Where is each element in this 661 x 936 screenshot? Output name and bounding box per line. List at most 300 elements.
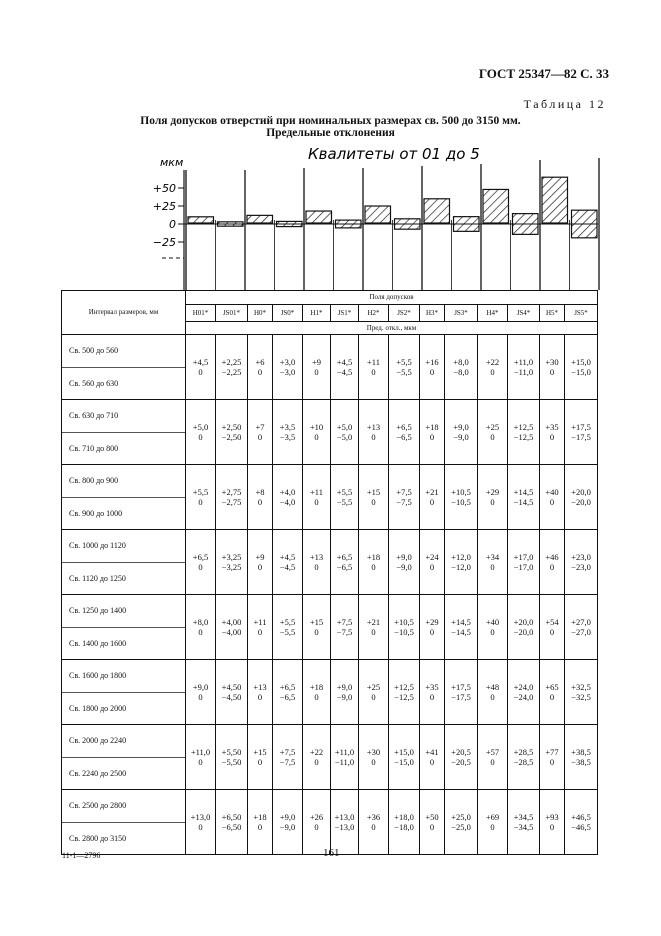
lower-deviation: 0 — [549, 367, 555, 377]
lower-deviation: −6,50 — [221, 822, 242, 832]
lower-deviation: −9,0 — [396, 562, 412, 572]
interval-label: Св. 2800 до 3150 — [69, 833, 127, 843]
deviation-cell — [478, 530, 508, 595]
upper-deviation: +18 — [309, 682, 324, 692]
deviation-cell — [445, 725, 478, 790]
units-header: Пред. откл., мкм — [186, 322, 598, 335]
upper-deviation: +18,0 — [394, 812, 414, 822]
lower-deviation: 0 — [198, 432, 203, 442]
deviation-cell — [540, 660, 565, 725]
deviation-cell — [565, 790, 598, 855]
lower-deviation: 0 — [314, 822, 319, 832]
column-header: H1* — [303, 305, 331, 322]
column-header: H0* — [248, 305, 273, 322]
deviation-cell — [303, 660, 331, 725]
tolerance-table — [61, 290, 598, 855]
lower-deviation: −17,0 — [513, 562, 534, 572]
deviation-cell — [389, 790, 420, 855]
upper-deviation: +5,5 — [279, 617, 296, 627]
deviation-cell — [216, 595, 248, 660]
upper-deviation: +9,0 — [336, 682, 353, 692]
upper-deviation: +32,5 — [571, 682, 591, 692]
upper-deviation: +15 — [366, 487, 381, 497]
deviation-cell — [420, 335, 445, 400]
deviation-cell — [303, 790, 331, 855]
column-header: H5* — [540, 305, 565, 322]
table-subtitle: Предельные отклонения — [266, 127, 395, 139]
tolerance-bar-js — [454, 217, 480, 232]
upper-deviation: +93 — [545, 812, 559, 822]
deviation-cell — [478, 400, 508, 465]
deviation-cell — [303, 530, 331, 595]
lower-deviation: 0 — [371, 757, 376, 767]
upper-deviation: +30 — [366, 747, 381, 757]
interval-label: Св. 2500 до 2800 — [62, 790, 185, 823]
deviation-cell — [445, 400, 478, 465]
deviation-cell — [359, 790, 389, 855]
lower-deviation: −15,0 — [571, 367, 591, 377]
deviation-cell — [508, 660, 540, 725]
deviation-cell — [565, 465, 598, 530]
upper-deviation: +14,5 — [451, 617, 471, 627]
lower-deviation: 0 — [490, 627, 495, 637]
tolerance-bar-js — [395, 219, 421, 229]
lower-deviation: 0 — [198, 562, 203, 572]
interval-label: Св. 500 до 560 — [62, 335, 185, 368]
lower-deviation: 0 — [371, 822, 376, 832]
deviation-cell — [540, 725, 565, 790]
lower-deviation: 0 — [371, 367, 376, 377]
interval-label: Св. 630 до 710 — [62, 400, 185, 433]
interval-label: Св. 2240 до 2500 — [69, 768, 127, 778]
deviation-cell — [478, 335, 508, 400]
upper-deviation: +46,5 — [571, 812, 591, 822]
upper-deviation: +54 — [545, 617, 559, 627]
upper-deviation: +15 — [309, 617, 324, 627]
lower-deviation: −4,5 — [279, 562, 296, 572]
lower-deviation: 0 — [490, 562, 495, 572]
deviation-cell — [565, 725, 598, 790]
deviation-cell — [216, 465, 248, 530]
interval-cell — [62, 465, 186, 530]
tolerance-bar-h — [247, 215, 273, 223]
footer-code: 11-1—2796 — [62, 851, 101, 860]
upper-deviation: +9,0 — [279, 812, 296, 822]
upper-deviation: +40 — [485, 617, 500, 627]
upper-deviation: +10,5 — [394, 617, 414, 627]
lower-deviation: −46,5 — [571, 822, 591, 832]
deviation-cell — [565, 595, 598, 660]
upper-deviation: +24 — [425, 552, 439, 562]
upper-deviation: +34 — [485, 552, 500, 562]
upper-deviation: +11,0 — [190, 747, 211, 757]
deviation-cell — [540, 400, 565, 465]
lower-deviation: −15,0 — [394, 757, 414, 767]
deviation-cell — [540, 465, 565, 530]
column-header: H01* — [186, 305, 216, 322]
upper-deviation: +13,0 — [334, 812, 355, 822]
deviation-cell — [248, 725, 273, 790]
column-header: H4* — [478, 305, 508, 322]
lower-deviation: −4,50 — [221, 692, 242, 702]
deviation-cell — [359, 660, 389, 725]
deviation-cell — [359, 335, 389, 400]
lower-deviation: −17,5 — [451, 692, 471, 702]
upper-deviation: +13,0 — [190, 812, 211, 822]
upper-deviation: +20,5 — [451, 747, 471, 757]
table-row — [62, 400, 598, 465]
lower-deviation: −10,5 — [451, 497, 471, 507]
deviation-cell — [420, 465, 445, 530]
deviation-cell — [216, 790, 248, 855]
deviation-cell — [273, 465, 303, 530]
deviation-cell — [478, 660, 508, 725]
interval-cell — [62, 335, 186, 400]
upper-deviation: +18 — [253, 812, 267, 822]
deviation-cell — [273, 725, 303, 790]
upper-deviation: +25,0 — [451, 812, 471, 822]
deviation-cell — [478, 790, 508, 855]
y-tick-label: +25 — [152, 200, 176, 213]
upper-deviation: +26 — [309, 812, 324, 822]
deviation-cell — [359, 400, 389, 465]
lower-deviation: −12,5 — [513, 432, 534, 442]
lower-deviation: −32,5 — [571, 692, 591, 702]
lower-deviation: 0 — [490, 367, 495, 377]
document-header: ГОСТ 25347—82 С. 33 — [478, 66, 609, 81]
deviation-cell — [331, 790, 359, 855]
upper-deviation: +6,50 — [221, 812, 242, 822]
upper-deviation: +15,0 — [394, 747, 414, 757]
table-row — [62, 595, 598, 660]
upper-deviation: +8,0 — [453, 357, 469, 367]
deviation-cell — [303, 335, 331, 400]
deviation-cell — [565, 530, 598, 595]
upper-deviation: +2,75 — [221, 487, 242, 497]
upper-deviation: +77 — [545, 747, 559, 757]
lower-deviation: 0 — [549, 562, 555, 572]
table-title: Поля допусков отверстий при номинальных размерах св. 500 до 3150 мм. — [140, 115, 521, 127]
lower-deviation: −5,5 — [279, 627, 296, 637]
deviation-cell — [331, 725, 359, 790]
deviation-cell — [389, 465, 420, 530]
lower-deviation: 0 — [198, 627, 203, 637]
upper-deviation: +22 — [485, 357, 500, 367]
lower-deviation: 0 — [429, 432, 435, 442]
deviation-cell — [248, 530, 273, 595]
column-header: JS01* — [216, 305, 248, 322]
table-row — [62, 335, 598, 400]
lower-deviation: 0 — [490, 497, 495, 507]
chart-unit: мкм — [160, 156, 184, 169]
deviation-cell — [248, 595, 273, 660]
deviation-cell — [445, 660, 478, 725]
upper-deviation: +4,50 — [221, 682, 242, 692]
deviation-cell — [540, 530, 565, 595]
lower-deviation: −7,5 — [396, 497, 412, 507]
deviation-cell — [359, 465, 389, 530]
lower-deviation: 0 — [257, 627, 263, 637]
upper-deviation: +5,5 — [396, 357, 412, 367]
deviation-cell — [359, 530, 389, 595]
deviation-cell — [420, 790, 445, 855]
deviation-cell — [445, 530, 478, 595]
deviation-cell — [331, 400, 359, 465]
lower-deviation: −12,0 — [451, 562, 471, 572]
lower-deviation: −20,0 — [513, 627, 534, 637]
lower-deviation: −34,5 — [513, 822, 534, 832]
deviation-cell — [273, 400, 303, 465]
lower-deviation: −8,0 — [453, 367, 469, 377]
lower-deviation: −12,5 — [394, 692, 414, 702]
lower-deviation: −14,5 — [513, 497, 534, 507]
upper-deviation: +6,5 — [192, 552, 209, 562]
tolerance-bar-js — [513, 214, 539, 235]
deviation-cell — [186, 465, 216, 530]
table-row — [62, 725, 598, 790]
upper-deviation: +3,25 — [221, 552, 242, 562]
lower-deviation: 0 — [257, 432, 263, 442]
upper-deviation: +8,0 — [192, 617, 209, 627]
deviation-cell — [331, 660, 359, 725]
upper-deviation: +13 — [253, 682, 267, 692]
tolerance-bar-h — [483, 189, 509, 223]
upper-deviation: +6,5 — [336, 552, 353, 562]
tolerance-bar-h — [306, 211, 332, 223]
lower-deviation: 0 — [549, 627, 555, 637]
column-header: JS3* — [445, 305, 478, 322]
upper-deviation: +11 — [367, 357, 380, 367]
lower-deviation: 0 — [549, 822, 555, 832]
upper-deviation: +41 — [425, 747, 439, 757]
upper-deviation: +16 — [425, 357, 439, 367]
lower-deviation: −9,0 — [279, 822, 296, 832]
deviation-cell — [248, 335, 273, 400]
lower-deviation: 0 — [314, 627, 319, 637]
deviation-cell — [445, 465, 478, 530]
column-header: JS0* — [273, 305, 303, 322]
deviation-cell — [273, 790, 303, 855]
interval-cell — [62, 725, 186, 790]
deviation-cell — [389, 725, 420, 790]
upper-deviation: +13 — [366, 422, 381, 432]
upper-deviation: +46 — [545, 552, 559, 562]
upper-deviation: +34,5 — [513, 812, 534, 822]
deviation-cell — [389, 530, 420, 595]
tolerance-bar-js — [218, 222, 244, 226]
column-header: JS1* — [331, 305, 359, 322]
deviation-cell — [389, 335, 420, 400]
lower-deviation: 0 — [490, 432, 495, 442]
tolerance-bar-js — [572, 210, 598, 238]
upper-deviation: +69 — [485, 812, 500, 822]
upper-deviation: +11,0 — [513, 357, 534, 367]
lower-deviation: 0 — [429, 822, 435, 832]
upper-deviation: +5,50 — [221, 747, 242, 757]
lower-deviation: 0 — [314, 432, 319, 442]
lower-deviation: 0 — [314, 692, 319, 702]
lower-deviation: −14,5 — [451, 627, 471, 637]
deviation-cell — [331, 595, 359, 660]
deviation-cell — [389, 660, 420, 725]
lower-deviation: −9,0 — [453, 432, 469, 442]
upper-deviation: +8 — [255, 487, 265, 497]
deviation-cell — [420, 530, 445, 595]
deviation-cell — [445, 790, 478, 855]
interval-label: Св. 1800 до 2000 — [69, 703, 127, 713]
lower-deviation: −6,5 — [336, 562, 353, 572]
lower-deviation: 0 — [429, 757, 435, 767]
y-tick-label: +50 — [152, 182, 176, 195]
interval-label: Св. 2000 до 2240 — [62, 725, 185, 758]
interval-label: Св. 560 до 630 — [69, 378, 119, 388]
lower-deviation: 0 — [198, 367, 203, 377]
deviation-cell — [248, 790, 273, 855]
lower-deviation: −3,0 — [279, 367, 296, 377]
upper-deviation: +11 — [310, 487, 323, 497]
lower-deviation: 0 — [371, 692, 376, 702]
lower-deviation: −18,0 — [394, 822, 414, 832]
interval-cell — [62, 660, 186, 725]
upper-deviation: +25 — [366, 682, 381, 692]
deviation-cell — [359, 595, 389, 660]
lower-deviation: 0 — [198, 692, 203, 702]
deviation-cell — [248, 400, 273, 465]
upper-deviation: +21 — [366, 617, 381, 627]
deviation-cell — [273, 335, 303, 400]
interval-label: Св. 900 до 1000 — [69, 508, 123, 518]
deviation-cell — [248, 465, 273, 530]
deviation-cell — [389, 595, 420, 660]
upper-deviation: +7,5 — [336, 617, 353, 627]
deviation-cell — [508, 595, 540, 660]
upper-deviation: +35 — [545, 422, 559, 432]
deviation-cell — [420, 400, 445, 465]
upper-deviation: +12,0 — [451, 552, 471, 562]
upper-deviation: +5,0 — [192, 422, 209, 432]
lower-deviation: −2,50 — [221, 432, 242, 442]
lower-deviation: −17,5 — [571, 432, 591, 442]
deviation-cell — [273, 595, 303, 660]
deviation-cell — [565, 400, 598, 465]
lower-deviation: 0 — [314, 562, 319, 572]
deviation-cell — [216, 335, 248, 400]
upper-deviation: +65 — [545, 682, 559, 692]
tolerance-bar-h — [424, 199, 450, 223]
upper-deviation: +35 — [425, 682, 439, 692]
lower-deviation: −20,0 — [571, 497, 591, 507]
lower-deviation: 0 — [429, 627, 435, 637]
lower-deviation: 0 — [314, 367, 319, 377]
deviation-cell — [540, 595, 565, 660]
upper-deviation: +23,0 — [571, 552, 591, 562]
lower-deviation: 0 — [490, 822, 495, 832]
upper-deviation: +50 — [425, 812, 439, 822]
upper-deviation: +48 — [485, 682, 500, 692]
lower-deviation: −11,0 — [513, 367, 534, 377]
interval-label: Св. 1250 до 1400 — [62, 595, 185, 628]
deviation-cell — [508, 725, 540, 790]
upper-deviation: +2,25 — [221, 357, 242, 367]
interval-label: Св. 1000 до 1120 — [62, 530, 185, 563]
lower-deviation: −28,5 — [513, 757, 534, 767]
upper-deviation: +4,0 — [279, 487, 296, 497]
lower-deviation: −5,0 — [336, 432, 353, 442]
interval-cell — [62, 530, 186, 595]
lower-deviation: −13,0 — [334, 822, 355, 832]
deviation-cell — [186, 595, 216, 660]
upper-deviation: +17,5 — [571, 422, 591, 432]
lower-deviation: −7,5 — [279, 757, 296, 767]
deviation-cell — [273, 660, 303, 725]
interval-label: Св. 800 до 900 — [62, 465, 185, 498]
deviation-cell — [508, 530, 540, 595]
upper-deviation: +25 — [485, 422, 500, 432]
chart-caption: Квалитеты от 01 до 5 — [308, 145, 480, 163]
lower-deviation: 0 — [257, 692, 263, 702]
y-tick-label: 0 — [169, 218, 176, 231]
table-row — [62, 530, 598, 595]
lower-deviation: 0 — [429, 692, 435, 702]
upper-deviation: +29 — [425, 617, 439, 627]
upper-deviation: +6,5 — [396, 422, 412, 432]
upper-deviation: +15 — [253, 747, 267, 757]
lower-deviation: −4,5 — [336, 367, 353, 377]
lower-deviation: 0 — [429, 367, 435, 377]
lower-deviation: −5,50 — [221, 757, 242, 767]
lower-deviation: 0 — [371, 562, 376, 572]
deviation-cell — [186, 335, 216, 400]
lower-deviation: 0 — [371, 497, 376, 507]
deviation-cell — [216, 400, 248, 465]
deviation-cell — [508, 790, 540, 855]
deviation-cell — [478, 725, 508, 790]
interval-cell — [62, 790, 186, 855]
upper-deviation: +7,5 — [396, 487, 412, 497]
deviation-cell — [186, 660, 216, 725]
deviation-cell — [248, 660, 273, 725]
lower-deviation: −38,5 — [571, 757, 591, 767]
lower-deviation: 0 — [257, 822, 263, 832]
column-header: H2* — [359, 305, 389, 322]
table-row — [62, 790, 598, 855]
lower-deviation: −27,0 — [571, 627, 591, 637]
column-header: H3* — [420, 305, 445, 322]
upper-deviation: +7,5 — [279, 747, 296, 757]
lower-deviation: 0 — [198, 497, 203, 507]
lower-deviation: −5,5 — [396, 367, 412, 377]
upper-deviation: +13 — [309, 552, 324, 562]
lower-deviation: 0 — [257, 757, 263, 767]
upper-deviation: +17,5 — [451, 682, 471, 692]
tolerance-bar-h — [188, 217, 214, 223]
deviation-cell — [420, 725, 445, 790]
deviation-cell — [478, 465, 508, 530]
upper-deviation: +12,5 — [513, 422, 534, 432]
deviation-cell — [331, 335, 359, 400]
deviation-cell — [186, 790, 216, 855]
upper-deviation: +11,0 — [334, 747, 355, 757]
upper-deviation: +30 — [545, 357, 559, 367]
deviation-cell — [565, 660, 598, 725]
tolerance-bar-h — [365, 206, 391, 223]
upper-deviation: +9 — [255, 552, 265, 562]
upper-deviation: +4,00 — [221, 617, 242, 627]
lower-deviation: 0 — [371, 432, 376, 442]
deviation-cell — [303, 400, 331, 465]
upper-deviation: +10,5 — [451, 487, 471, 497]
lower-deviation: −2,25 — [221, 367, 242, 377]
